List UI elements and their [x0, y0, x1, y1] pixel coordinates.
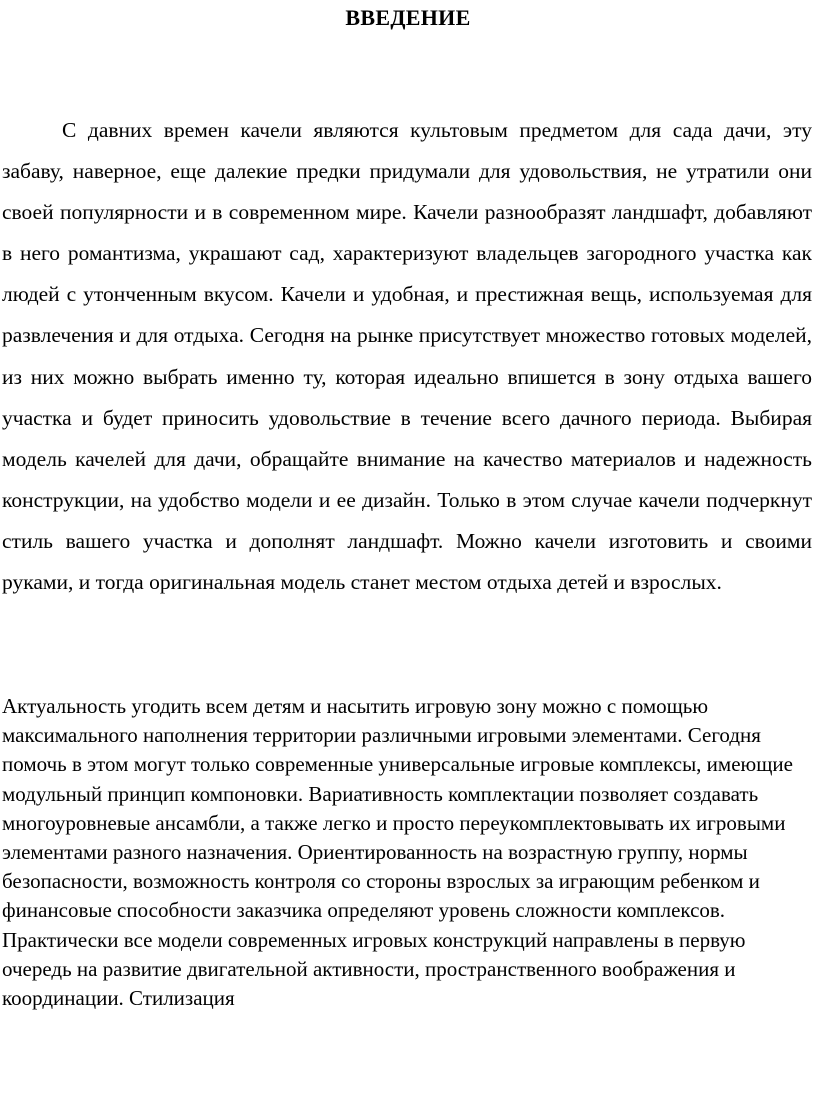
- relevance-paragraph: Актуальность угодить всем детям и насытить игровую зону можно с помощью максимального наполнения территории различными игровыми элементами. Сегодня помочь в этом могут только современные универсальные игровые комплексы, имеющие модульный принцип компоновки. Вариативность комплектации позволяет создавать многоуровневые ансамбли, а также легко и просто переукомплектовывать их игровыми элементами разного назначения. Ориентированность на возрастную группу, нормы безопасности, возможность контроля со стороны взрослых за играющим ребенком и финансовые способности заказчика определяют уровень сложности комплексов. Практически все модели современных игровых конструкций направлены в первую очередь на развитие двигательной активности, пространственного воображения и координации. Стилизация: [2, 694, 793, 1011]
- intro-paragraph: С давних времен качели являются культовым предметом для сада дачи, эту забаву, наверное, еще далекие предки придумали для удовольствия, не утратили они своей популярности и в современном мире. Качели разнообразят ландшафт, добавляют в него романтизма, украшают сад, характеризуют владельцев загородного участка как людей с утонченным вкусом. Качели и удобная, и престижная вещь, используемая для развлечения и для отдыха. Сегодня на рынке присутствует множество готовых моделей, из них можно выбрать именно ту, которая идеально впишется в зону отдыха вашего участка и будет приносить удовольствие в течение всего дачного периода. Выбирая модель качелей для дачи, обращайте внимание на качество материалов и надежность конструкции, на удобство модели и ее дизайн. Только в этом случае качели подчеркнут стиль вашего участка и дополнят ландшафт. Можно качели изготовить и своими руками, и тогда оригинальная модель станет местом отдыха детей и взрослых.: [2, 118, 812, 595]
- page-title: ВВЕДЕНИЕ: [345, 5, 471, 30]
